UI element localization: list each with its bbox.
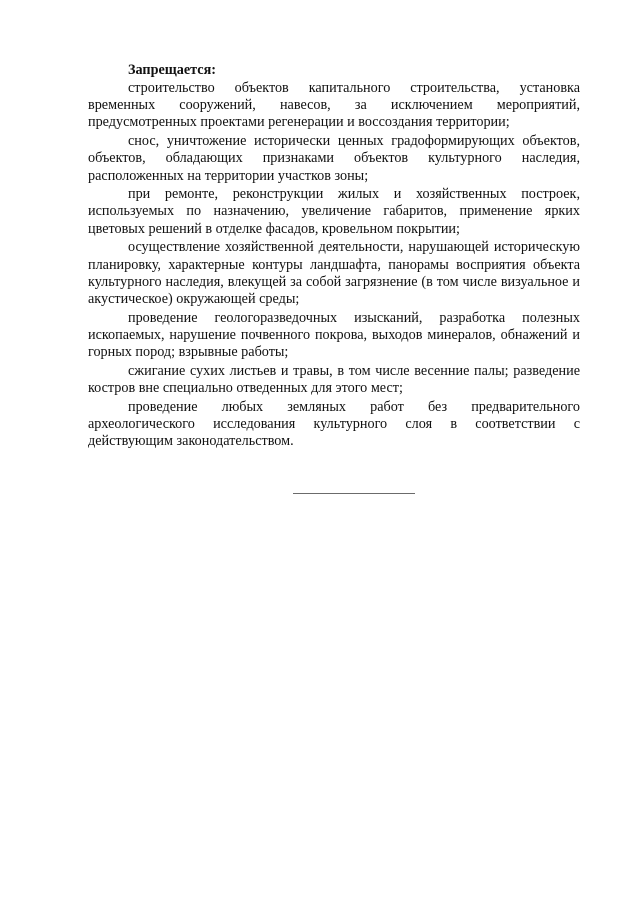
clause-construction: строительство объектов капитального строительства, установка временных сооружений, навесов, за исключением мероприятий, предусмотренных проектами регенерации и воссоздания территории; — [88, 80, 580, 131]
document-page — [88, 62, 580, 452]
end-divider-line — [293, 493, 415, 494]
clause-burning: сжигание сухих листьев и травы, в том числе весенние палы; разведение костров вне специально отведенных для этого мест; — [88, 362, 580, 396]
clause-earthworks: проведение любых земляных работ без предварительного археологического исследования культурного слоя в соответствии с действующим законодательством. — [88, 398, 580, 450]
clause-demolition: снос, уничтожение исторически ценных градоформирующих объектов, объектов, обладающих признаками объектов культурного наследия, расположенных на территории участков зоны; — [88, 133, 580, 184]
clause-geological-survey: проведение геологоразведочных изысканий, разработка полезных ископаемых, нарушение почвенного покрова, выходов минералов, обнажений и горных пород; взрывные работы; — [88, 309, 580, 361]
section-heading: Запрещается: — [128, 62, 216, 78]
clause-repair: при ремонте, реконструкции жилых и хозяйственных построек, используемых по назначению, увеличение габаритов, применение ярких цветовых решений в отделке фасадов, кровельном покрытии; — [88, 186, 580, 237]
clause-economic-activity: осуществление хозяйственной деятельности, нарушающей историческую планировку, характерные контуры ландшафта, панорамы восприятия объекта культурного наследия, влекущей за собой загрязнение (в том числе визуальное и акустическое) окружающей среды; — [88, 239, 580, 307]
